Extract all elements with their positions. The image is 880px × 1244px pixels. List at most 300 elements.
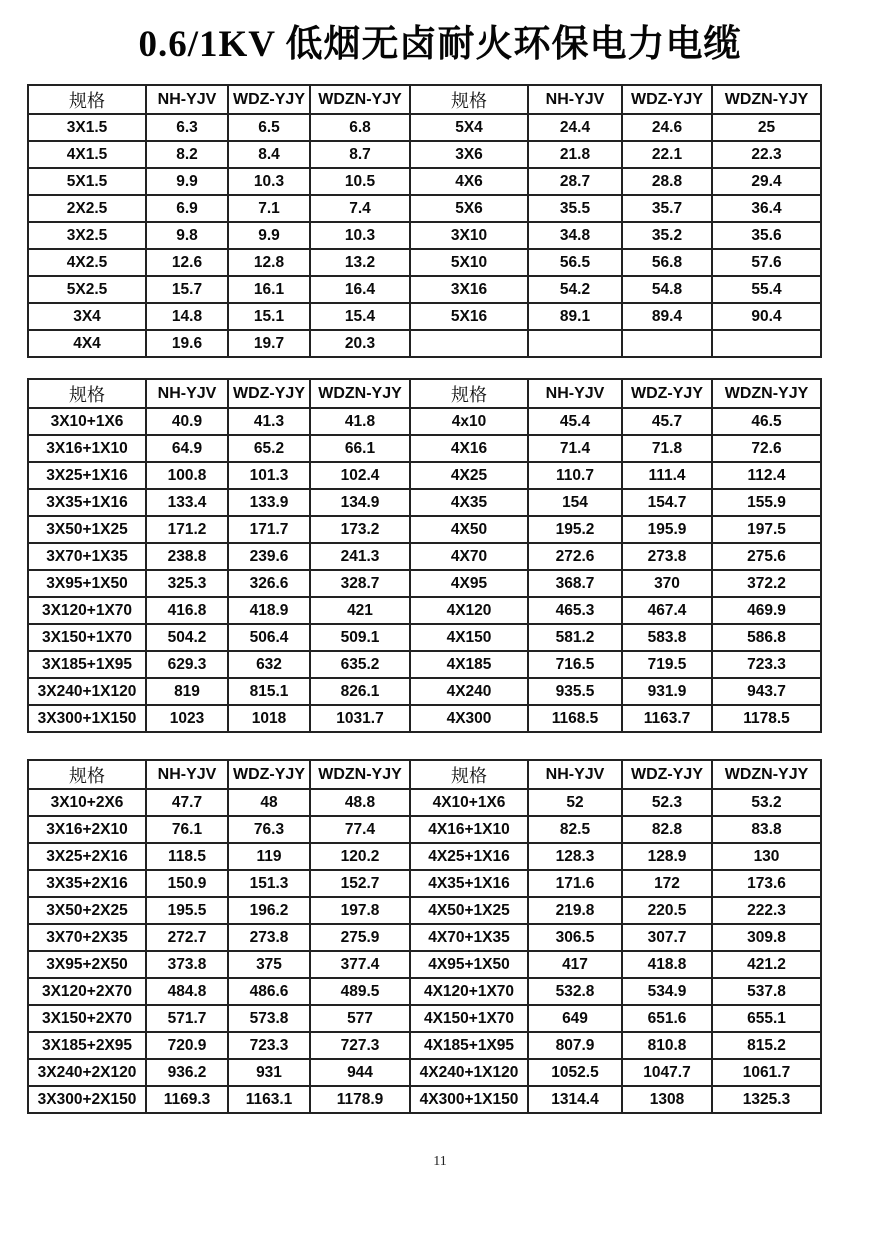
- weight-value-cell: 484.8: [146, 978, 228, 1005]
- model-column-header: NH-YJV: [528, 760, 622, 789]
- spec-cell: 4X50+1X25: [410, 897, 528, 924]
- spec-cell: 3X2.5: [28, 222, 146, 249]
- spec-cell: 3X240+1X120: [28, 678, 146, 705]
- weight-value-cell: 12.8: [228, 249, 310, 276]
- table-row: [28, 789, 821, 816]
- table-row: [28, 678, 821, 705]
- weight-value-cell: 45.7: [622, 408, 712, 435]
- weight-value-cell: 22.3: [712, 141, 821, 168]
- table-row: [28, 1086, 821, 1113]
- weight-value-cell: 14.8: [146, 303, 228, 330]
- weight-value-cell: 1052.5: [528, 1059, 622, 1086]
- weight-value-cell: 196.2: [228, 897, 310, 924]
- weight-value-cell: 7.4: [310, 195, 410, 222]
- weight-value-cell: 45.4: [528, 408, 622, 435]
- weight-value-cell: 9.9: [228, 222, 310, 249]
- weight-value-cell: 306.5: [528, 924, 622, 951]
- weight-value-cell: [712, 330, 821, 357]
- table-row: [28, 1059, 821, 1086]
- weight-value-cell: 370: [622, 570, 712, 597]
- table-row: [28, 897, 821, 924]
- weight-value-cell: 635.2: [310, 651, 410, 678]
- spec-cell: 3X25+2X16: [28, 843, 146, 870]
- spec-cell: 2X2.5: [28, 195, 146, 222]
- table-row: [28, 330, 821, 357]
- model-column-header: NH-YJV: [528, 85, 622, 114]
- weight-value-cell: 8.4: [228, 141, 310, 168]
- weight-value-cell: 581.2: [528, 624, 622, 651]
- spec-cell: 3X240+2X120: [28, 1059, 146, 1086]
- weight-value-cell: [528, 330, 622, 357]
- spec-cell: 4X150: [410, 624, 528, 651]
- weight-value-cell: 719.5: [622, 651, 712, 678]
- model-column-header: WDZN-YJY: [712, 760, 821, 789]
- weight-value-cell: 375: [228, 951, 310, 978]
- table-header-row: [28, 85, 821, 114]
- spec-cell: 4X16: [410, 435, 528, 462]
- weight-value-cell: 47.7: [146, 789, 228, 816]
- weight-value-cell: 120.2: [310, 843, 410, 870]
- spec-cell: 5X1.5: [28, 168, 146, 195]
- weight-value-cell: 935.5: [528, 678, 622, 705]
- weight-value-cell: 377.4: [310, 951, 410, 978]
- weight-value-cell: 41.3: [228, 408, 310, 435]
- table-row: [28, 816, 821, 843]
- weight-value-cell: 35.5: [528, 195, 622, 222]
- spec-cell: 4X185+1X95: [410, 1032, 528, 1059]
- weight-value-cell: 154: [528, 489, 622, 516]
- table-row: [28, 516, 821, 543]
- spec-cell: 3X10+1X6: [28, 408, 146, 435]
- weight-value-cell: 52: [528, 789, 622, 816]
- table-row: [28, 924, 821, 951]
- table-row: [28, 978, 821, 1005]
- table-row: [28, 597, 821, 624]
- spec-cell: 4X95: [410, 570, 528, 597]
- spec-cell: 3X185+1X95: [28, 651, 146, 678]
- weight-value-cell: 1178.5: [712, 705, 821, 732]
- weight-value-cell: 71.8: [622, 435, 712, 462]
- weight-value-cell: 1308: [622, 1086, 712, 1113]
- model-column-header: WDZN-YJY: [712, 85, 821, 114]
- model-column-header: NH-YJV: [528, 379, 622, 408]
- spec-cell: 4X16+1X10: [410, 816, 528, 843]
- weight-value-cell: 89.1: [528, 303, 622, 330]
- weight-value-cell: 24.4: [528, 114, 622, 141]
- spec-cell: 3X300+1X150: [28, 705, 146, 732]
- weight-value-cell: 118.5: [146, 843, 228, 870]
- weight-value-cell: 20.3: [310, 330, 410, 357]
- weight-value-cell: 77.4: [310, 816, 410, 843]
- spec-cell: 3X150+1X70: [28, 624, 146, 651]
- spec-cell: 3X16+1X10: [28, 435, 146, 462]
- weight-value-cell: 76.3: [228, 816, 310, 843]
- spec-cell: 4x10: [410, 408, 528, 435]
- spec-cell: 3X120+1X70: [28, 597, 146, 624]
- weight-value-cell: 195.2: [528, 516, 622, 543]
- weight-value-cell: 716.5: [528, 651, 622, 678]
- weight-value-cell: 171.6: [528, 870, 622, 897]
- weight-value-cell: 101.3: [228, 462, 310, 489]
- spec-cell: 3X35+2X16: [28, 870, 146, 897]
- weight-value-cell: 83.8: [712, 816, 821, 843]
- weight-value-cell: 82.5: [528, 816, 622, 843]
- model-column-header: WDZN-YJY: [310, 85, 410, 114]
- weight-value-cell: 931.9: [622, 678, 712, 705]
- weight-value-cell: 22.1: [622, 141, 712, 168]
- weight-value-cell: 35.6: [712, 222, 821, 249]
- spec-cell: 3X95+1X50: [28, 570, 146, 597]
- weight-value-cell: 931: [228, 1059, 310, 1086]
- spec-cell: [410, 330, 528, 357]
- spec-cell: 4X1.5: [28, 141, 146, 168]
- weight-value-cell: 29.4: [712, 168, 821, 195]
- spec-cell: 4X6: [410, 168, 528, 195]
- spec-cell: 5X16: [410, 303, 528, 330]
- weight-value-cell: 10.3: [228, 168, 310, 195]
- spec-cell: 4X70: [410, 543, 528, 570]
- weight-value-cell: 112.4: [712, 462, 821, 489]
- weight-value-cell: 1168.5: [528, 705, 622, 732]
- spec-cell: 3X10: [410, 222, 528, 249]
- table-row: [28, 276, 821, 303]
- table-row: [28, 168, 821, 195]
- weight-value-cell: 16.1: [228, 276, 310, 303]
- table-row: [28, 114, 821, 141]
- weight-value-cell: [622, 330, 712, 357]
- weight-value-cell: 54.2: [528, 276, 622, 303]
- table-row: [28, 489, 821, 516]
- weight-value-cell: 328.7: [310, 570, 410, 597]
- weight-value-cell: 720.9: [146, 1032, 228, 1059]
- weight-value-cell: 373.8: [146, 951, 228, 978]
- weight-value-cell: 128.9: [622, 843, 712, 870]
- table-row: [28, 570, 821, 597]
- spec-cell: 4X240+1X120: [410, 1059, 528, 1086]
- table-row: [28, 951, 821, 978]
- weight-value-cell: 10.5: [310, 168, 410, 195]
- weight-value-cell: 307.7: [622, 924, 712, 951]
- weight-value-cell: 219.8: [528, 897, 622, 924]
- spec-cell: 3X25+1X16: [28, 462, 146, 489]
- weight-value-cell: 57.6: [712, 249, 821, 276]
- weight-value-cell: 28.8: [622, 168, 712, 195]
- weight-value-cell: 826.1: [310, 678, 410, 705]
- weight-value-cell: 173.6: [712, 870, 821, 897]
- weight-value-cell: 421: [310, 597, 410, 624]
- weight-value-cell: 6.5: [228, 114, 310, 141]
- cable-spec-table-2: [27, 378, 822, 733]
- table-row: [28, 1005, 821, 1032]
- weight-value-cell: 534.9: [622, 978, 712, 1005]
- weight-value-cell: 19.6: [146, 330, 228, 357]
- weight-value-cell: 155.9: [712, 489, 821, 516]
- table-header-row: [28, 760, 821, 789]
- spec-column-header: 规格: [28, 379, 146, 408]
- model-column-header: NH-YJV: [146, 760, 228, 789]
- weight-value-cell: 111.4: [622, 462, 712, 489]
- weight-value-cell: 325.3: [146, 570, 228, 597]
- weight-value-cell: 195.5: [146, 897, 228, 924]
- table-row: [28, 249, 821, 276]
- model-column-header: WDZ-YJY: [622, 760, 712, 789]
- spec-cell: 3X10+2X6: [28, 789, 146, 816]
- table-row: [28, 141, 821, 168]
- weight-value-cell: 130: [712, 843, 821, 870]
- weight-value-cell: 134.9: [310, 489, 410, 516]
- weight-value-cell: 944: [310, 1059, 410, 1086]
- weight-value-cell: 46.5: [712, 408, 821, 435]
- weight-value-cell: 222.3: [712, 897, 821, 924]
- spec-cell: 4X25: [410, 462, 528, 489]
- weight-value-cell: 16.4: [310, 276, 410, 303]
- weight-value-cell: 6.8: [310, 114, 410, 141]
- weight-value-cell: 723.3: [712, 651, 821, 678]
- model-column-header: NH-YJV: [146, 85, 228, 114]
- weight-value-cell: 372.2: [712, 570, 821, 597]
- weight-value-cell: 195.9: [622, 516, 712, 543]
- spec-cell: 3X70+2X35: [28, 924, 146, 951]
- model-column-header: WDZN-YJY: [310, 379, 410, 408]
- spec-cell: 3X6: [410, 141, 528, 168]
- weight-value-cell: 21.8: [528, 141, 622, 168]
- weight-value-cell: 655.1: [712, 1005, 821, 1032]
- spec-column-header: 规格: [28, 85, 146, 114]
- weight-value-cell: 41.8: [310, 408, 410, 435]
- weight-value-cell: 40.9: [146, 408, 228, 435]
- weight-value-cell: 7.1: [228, 195, 310, 222]
- page-number: 11: [433, 1154, 447, 1169]
- weight-value-cell: 15.1: [228, 303, 310, 330]
- weight-value-cell: 469.9: [712, 597, 821, 624]
- weight-value-cell: 172: [622, 870, 712, 897]
- weight-value-cell: 6.3: [146, 114, 228, 141]
- weight-value-cell: 815.1: [228, 678, 310, 705]
- weight-value-cell: 151.3: [228, 870, 310, 897]
- spec-cell: 4X120+1X70: [410, 978, 528, 1005]
- model-column-header: WDZN-YJY: [712, 379, 821, 408]
- spec-cell: 4X70+1X35: [410, 924, 528, 951]
- weight-value-cell: 6.9: [146, 195, 228, 222]
- weight-value-cell: 65.2: [228, 435, 310, 462]
- spec-cell: 3X185+2X95: [28, 1032, 146, 1059]
- model-column-header: WDZN-YJY: [310, 760, 410, 789]
- weight-value-cell: 76.1: [146, 816, 228, 843]
- table-row: [28, 408, 821, 435]
- spec-cell: 4X150+1X70: [410, 1005, 528, 1032]
- weight-value-cell: 56.5: [528, 249, 622, 276]
- weight-value-cell: 489.5: [310, 978, 410, 1005]
- weight-value-cell: 9.9: [146, 168, 228, 195]
- weight-value-cell: 64.9: [146, 435, 228, 462]
- weight-value-cell: 275.9: [310, 924, 410, 951]
- weight-value-cell: 571.7: [146, 1005, 228, 1032]
- weight-value-cell: 90.4: [712, 303, 821, 330]
- spec-column-header: 规格: [410, 85, 528, 114]
- cable-spec-table-3: [27, 759, 822, 1114]
- weight-value-cell: 72.6: [712, 435, 821, 462]
- weight-value-cell: 8.2: [146, 141, 228, 168]
- table-row: [28, 870, 821, 897]
- model-column-header: WDZ-YJY: [622, 85, 712, 114]
- weight-value-cell: 110.7: [528, 462, 622, 489]
- weight-value-cell: 13.2: [310, 249, 410, 276]
- weight-value-cell: 238.8: [146, 543, 228, 570]
- model-column-header: WDZ-YJY: [228, 85, 310, 114]
- weight-value-cell: 173.2: [310, 516, 410, 543]
- weight-value-cell: 506.4: [228, 624, 310, 651]
- spec-cell: 3X16: [410, 276, 528, 303]
- spec-column-header: 规格: [410, 379, 528, 408]
- weight-value-cell: 36.4: [712, 195, 821, 222]
- weight-value-cell: 24.6: [622, 114, 712, 141]
- weight-value-cell: 1314.4: [528, 1086, 622, 1113]
- weight-value-cell: 723.3: [228, 1032, 310, 1059]
- weight-value-cell: 152.7: [310, 870, 410, 897]
- weight-value-cell: 35.7: [622, 195, 712, 222]
- weight-value-cell: 583.8: [622, 624, 712, 651]
- weight-value-cell: 15.4: [310, 303, 410, 330]
- spec-cell: 4X120: [410, 597, 528, 624]
- table-row: [28, 195, 821, 222]
- spec-cell: 4X25+1X16: [410, 843, 528, 870]
- model-column-header: WDZ-YJY: [228, 379, 310, 408]
- weight-value-cell: 9.8: [146, 222, 228, 249]
- spec-cell: 3X70+1X35: [28, 543, 146, 570]
- weight-value-cell: 133.4: [146, 489, 228, 516]
- cable-spec-table-1: [27, 84, 822, 358]
- weight-value-cell: 55.4: [712, 276, 821, 303]
- weight-value-cell: 1163.7: [622, 705, 712, 732]
- weight-value-cell: 8.7: [310, 141, 410, 168]
- table-row: [28, 624, 821, 651]
- weight-value-cell: 48.8: [310, 789, 410, 816]
- spec-cell: 4X240: [410, 678, 528, 705]
- spec-cell: 3X16+2X10: [28, 816, 146, 843]
- spec-cell: 3X120+2X70: [28, 978, 146, 1005]
- weight-value-cell: 220.5: [622, 897, 712, 924]
- spec-cell: 5X6: [410, 195, 528, 222]
- weight-value-cell: 10.3: [310, 222, 410, 249]
- spec-cell: 3X1.5: [28, 114, 146, 141]
- weight-value-cell: 272.7: [146, 924, 228, 951]
- spec-cell: 4X10+1X6: [410, 789, 528, 816]
- weight-value-cell: 239.6: [228, 543, 310, 570]
- weight-value-cell: 154.7: [622, 489, 712, 516]
- weight-value-cell: 1031.7: [310, 705, 410, 732]
- table-row: [28, 705, 821, 732]
- spec-cell: 3X4: [28, 303, 146, 330]
- spec-cell: 4X4: [28, 330, 146, 357]
- weight-value-cell: 632: [228, 651, 310, 678]
- weight-value-cell: 1018: [228, 705, 310, 732]
- weight-value-cell: 241.3: [310, 543, 410, 570]
- weight-value-cell: 649: [528, 1005, 622, 1032]
- weight-value-cell: 54.8: [622, 276, 712, 303]
- spec-cell: 4X95+1X50: [410, 951, 528, 978]
- spec-cell: 3X35+1X16: [28, 489, 146, 516]
- weight-value-cell: 465.3: [528, 597, 622, 624]
- spec-cell: 5X4: [410, 114, 528, 141]
- weight-value-cell: 197.5: [712, 516, 821, 543]
- weight-value-cell: 416.8: [146, 597, 228, 624]
- weight-value-cell: 1023: [146, 705, 228, 732]
- page-title: 0.6/1KV 低烟无卤耐火环保电力电缆: [138, 24, 742, 65]
- weight-value-cell: 810.8: [622, 1032, 712, 1059]
- weight-value-cell: 52.3: [622, 789, 712, 816]
- weight-value-cell: 15.7: [146, 276, 228, 303]
- weight-value-cell: 150.9: [146, 870, 228, 897]
- weight-value-cell: 1178.9: [310, 1086, 410, 1113]
- table-row: [28, 651, 821, 678]
- table-row: [28, 303, 821, 330]
- weight-value-cell: 133.9: [228, 489, 310, 516]
- weight-value-cell: 56.8: [622, 249, 712, 276]
- weight-value-cell: 418.8: [622, 951, 712, 978]
- weight-value-cell: 819: [146, 678, 228, 705]
- table-row: [28, 843, 821, 870]
- weight-value-cell: 53.2: [712, 789, 821, 816]
- table-row: [28, 1032, 821, 1059]
- weight-value-cell: 815.2: [712, 1032, 821, 1059]
- weight-value-cell: 82.8: [622, 816, 712, 843]
- spec-cell: 4X185: [410, 651, 528, 678]
- weight-value-cell: 275.6: [712, 543, 821, 570]
- weight-value-cell: 35.2: [622, 222, 712, 249]
- weight-value-cell: 807.9: [528, 1032, 622, 1059]
- spec-cell: 4X50: [410, 516, 528, 543]
- weight-value-cell: 25: [712, 114, 821, 141]
- model-column-header: WDZ-YJY: [622, 379, 712, 408]
- weight-value-cell: 71.4: [528, 435, 622, 462]
- weight-value-cell: 309.8: [712, 924, 821, 951]
- weight-value-cell: 273.8: [622, 543, 712, 570]
- spec-column-header: 规格: [28, 760, 146, 789]
- weight-value-cell: 486.6: [228, 978, 310, 1005]
- weight-value-cell: 629.3: [146, 651, 228, 678]
- weight-value-cell: 100.8: [146, 462, 228, 489]
- spec-cell: 5X2.5: [28, 276, 146, 303]
- spec-cell: 3X150+2X70: [28, 1005, 146, 1032]
- weight-value-cell: 421.2: [712, 951, 821, 978]
- weight-value-cell: 573.8: [228, 1005, 310, 1032]
- model-column-header: WDZ-YJY: [228, 760, 310, 789]
- weight-value-cell: 532.8: [528, 978, 622, 1005]
- table-row: [28, 543, 821, 570]
- spec-cell: 3X300+2X150: [28, 1086, 146, 1113]
- weight-value-cell: 1163.1: [228, 1086, 310, 1113]
- weight-value-cell: 586.8: [712, 624, 821, 651]
- weight-value-cell: 509.1: [310, 624, 410, 651]
- spec-column-header: 规格: [410, 760, 528, 789]
- weight-value-cell: 651.6: [622, 1005, 712, 1032]
- weight-value-cell: 28.7: [528, 168, 622, 195]
- spec-cell: 3X50+1X25: [28, 516, 146, 543]
- table-header-row: [28, 379, 821, 408]
- weight-value-cell: 12.6: [146, 249, 228, 276]
- weight-value-cell: 171.2: [146, 516, 228, 543]
- weight-value-cell: 943.7: [712, 678, 821, 705]
- spec-cell: 3X50+2X25: [28, 897, 146, 924]
- table-row: [28, 435, 821, 462]
- weight-value-cell: 368.7: [528, 570, 622, 597]
- weight-value-cell: 119: [228, 843, 310, 870]
- weight-value-cell: 128.3: [528, 843, 622, 870]
- weight-value-cell: 66.1: [310, 435, 410, 462]
- weight-value-cell: 171.7: [228, 516, 310, 543]
- table-row: [28, 462, 821, 489]
- weight-value-cell: 326.6: [228, 570, 310, 597]
